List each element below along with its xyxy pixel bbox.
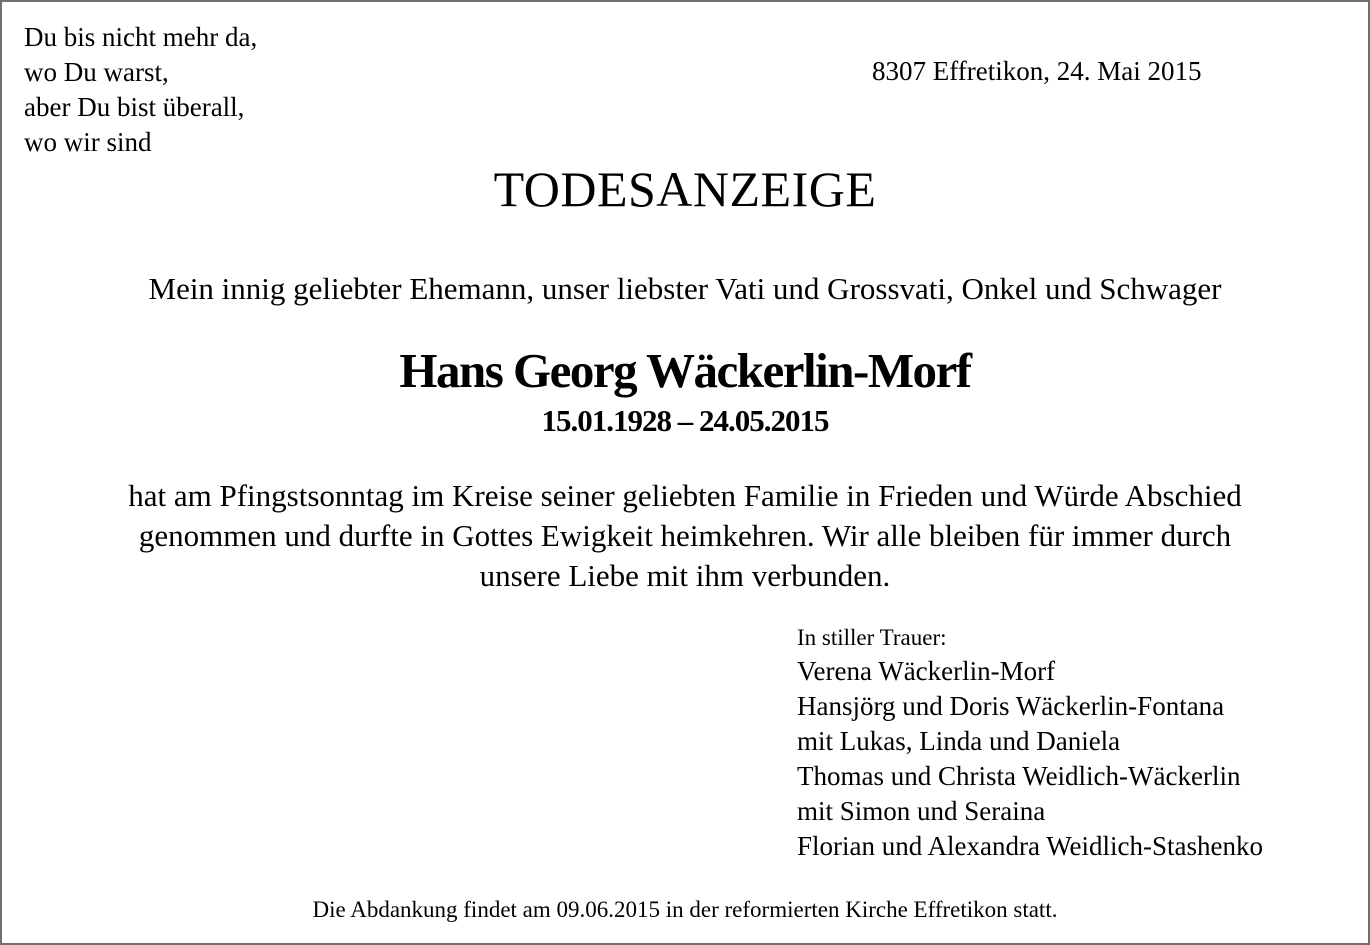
mourners-list [797,654,1263,864]
poem-line: Du bis nicht mehr da, [24,22,258,52]
life-dates: 15.01.1928 – 24.05.2015 [541,403,829,438]
deceased-name: Hans Georg Wäckerlin-Morf [399,343,971,398]
mourner-name: Verena Wäckerlin-Morf [797,656,1056,686]
intro-line: Mein innig geliebter Ehemann, unser liebster Vati und Grossvati, Onkel und Schwager [148,271,1222,306]
body-line: hat am Pfingstsonntag im Kreise seiner geliebten Familie in Frieden und Würde Abschied [128,478,1242,513]
mourners-label: In stiller Trauer: [797,625,947,650]
body-line: unsere Liebe mit ihm verbunden. [479,558,891,593]
mourner-name: mit Simon und Seraina [797,796,1046,826]
mourner-name: Thomas und Christa Weidlich-Wäckerlin [797,761,1241,791]
poem-line: aber Du bist überall, [24,92,245,122]
body-paragraph [42,476,1328,596]
funeral-info: Die Abdankung findet am 09.06.2015 in der reformierten Kirche Effretikon statt. [312,897,1058,922]
body-line: genommen und durfte in Gottes Ewigkeit heimkehren. Wir alle bleiben für immer durch [138,518,1232,553]
memorial-poem [24,20,257,160]
poem-line: wo wir sind [24,127,152,157]
mourner-name: mit Lukas, Linda und Daniela [797,726,1121,756]
mourner-name: Hansjörg und Doris Wäckerlin-Fontana [797,691,1225,721]
mourner-name: Florian und Alexandra Weidlich-Stashenko [797,831,1263,861]
place-and-date: 8307 Effretikon, 24. Mai 2015 [872,56,1202,86]
poem-line: wo Du warst, [24,57,169,87]
notice-heading: TODESANZEIGE [493,161,877,217]
mourners-block [797,622,1263,864]
